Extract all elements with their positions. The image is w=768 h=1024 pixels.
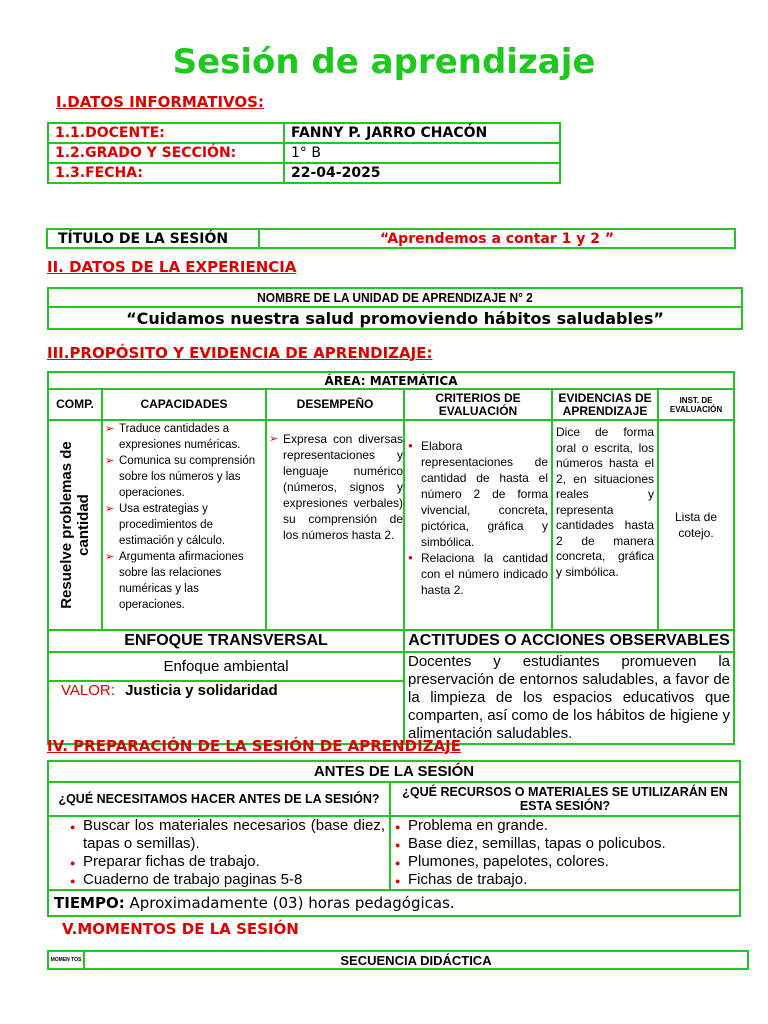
datos-informativos-table — [47, 122, 561, 184]
list-item: ● Base diez, semillas, tapas o policubos. — [408, 835, 739, 853]
question-hacer: ¿QUÉ NECESITAMOS HACER ANTES DE LA SESIÓN? — [48, 782, 390, 816]
capacidades-list — [103, 421, 265, 613]
titulo-sesion-table — [46, 228, 736, 249]
list-item: ● Cuaderno de trabajo paginas 5-8 — [83, 871, 385, 889]
fecha-value: 22-04-2025 — [284, 163, 560, 183]
unidad-label: NOMBRE DE LA UNIDAD DE APRENDIZAJE N° 2 — [76, 288, 714, 307]
docente-value: FANNY P. JARRO CHACÓN — [284, 123, 560, 143]
header-evidencias: EVIDENCIAS DE APRENDIZAJE — [552, 389, 658, 420]
secuencia-header: SECUENCIA DIDÁCTICA — [84, 951, 748, 969]
hacer-list — [49, 817, 389, 889]
momentos-table — [47, 950, 749, 970]
grado-value: 1° B — [284, 143, 560, 163]
desempeno-list — [267, 431, 403, 543]
titulo-sesion-label: TÍTULO DE LA SESIÓN — [47, 229, 259, 248]
titulo-sesion-value: “Aprendemos a contar 1 y 2 ” — [259, 229, 735, 248]
list-item: ➢ Traduce cantidades a expresiones numéricas. — [119, 421, 265, 453]
hacer-cell — [48, 816, 390, 890]
evidencias-cell: Dice de forma oral o escrita, los números hasta el 2, en situaciones reales y representa cantidades hasta 2 de manera concreta, gráfica y simbólica. — [552, 420, 658, 630]
document-title: Sesión de aprendizaje — [172, 42, 596, 82]
competencia-text: Resuelve problemas de cantidad — [58, 441, 92, 609]
proposito-table — [47, 371, 735, 745]
list-item: ● Fichas de trabajo. — [408, 871, 739, 889]
list-item: ● Problema en grande. — [408, 817, 739, 835]
docente-row — [48, 123, 560, 143]
unidad-name: “Cuidamos nuestra salud promoviendo hábitos saludables” — [48, 307, 742, 329]
header-desempeno: DESEMPEÑO — [266, 389, 404, 420]
grado-label: 1.2.GRADO Y SECCIÓN: — [48, 143, 284, 163]
header-capacidades: CAPACIDADES — [102, 389, 266, 420]
header-comp: COMP. — [48, 389, 102, 420]
actitudes-header: ACTITUDES O ACCIONES OBSERVABLES — [404, 630, 734, 652]
area-title: ÁREA: MATEMÁTICA — [48, 372, 734, 389]
criterios-cell — [404, 420, 552, 630]
fecha-row — [48, 163, 560, 183]
recursos-cell — [390, 816, 740, 890]
section-preparacion: IV. PREPARACIÓN DE LA SESIÓN DE APRENDIZAJE — [47, 737, 461, 755]
competencia-cell — [48, 420, 102, 630]
list-item: ➢ Comunica su comprensión sobre los números y las operaciones. — [119, 453, 265, 501]
criterios-list — [405, 438, 551, 598]
tiempo-label: TIEMPO: — [54, 894, 125, 912]
list-item: ● Relaciona la cantidad con el número indicado hasta 2. — [421, 550, 548, 598]
grado-row — [48, 143, 560, 163]
tiempo-value: Aproximadamente (03) horas pedagógicas. — [129, 894, 455, 912]
valor-value: Justicia y solidaridad — [125, 682, 278, 700]
enfoque-header: ENFOQUE TRANSVERSAL — [48, 630, 404, 652]
valor-label: VALOR: — [61, 682, 115, 700]
section-momentos: V.MOMENTOS DE LA SESIÓN — [62, 920, 299, 938]
header-instrumento: INST. DE EVALUACIÓN — [658, 389, 734, 420]
recursos-list — [391, 817, 739, 889]
momentos-header: MOMEN TOS — [48, 951, 84, 969]
valor-cell — [48, 681, 404, 744]
question-recursos: ¿QUÉ RECURSOS O MATERIALES SE UTILIZARÁN EN ESTA SESIÓN? — [390, 782, 740, 816]
list-item: ● Elabora representaciones de cantidad de hasta el número 2 de forma vivencial, concreta, pictórica, gráfica y simbólica. — [421, 438, 548, 550]
preparacion-table — [47, 760, 741, 917]
actitudes-text: Docentes y estudiantes promueven la preservación de entornos saludables, a favor de la limpieza de los espacios educativos que comparten, así como de los hábitos de higiene y alimentación saludables. — [404, 652, 734, 744]
section-datos-experiencia: II. DATOS DE LA EXPERIENCIA — [47, 258, 297, 276]
list-item: ➢ Usa estrategias y procedimientos de estimación y cálculo. — [119, 501, 265, 549]
instrumento-text: Lista de cotejo. — [675, 510, 718, 540]
list-item: ● Plumones, papelotes, colores. — [408, 853, 739, 871]
fecha-label: 1.3.FECHA: — [48, 163, 284, 183]
capacidades-cell — [102, 420, 266, 630]
section-datos-informativos: I.DATOS INFORMATIVOS: — [56, 93, 264, 111]
section-proposito: III.PROPÓSITO Y EVIDENCIA DE APRENDIZAJE: — [47, 344, 433, 362]
unidad-table — [47, 287, 743, 330]
list-item: ● Buscar los materiales necesarios (base diez, tapas o semillas). — [83, 817, 385, 853]
header-criterios: CRITERIOS DE EVALUACIÓN — [404, 389, 552, 420]
enfoque-value: Enfoque ambiental — [48, 652, 404, 681]
docente-label: 1.1.DOCENTE: — [48, 123, 284, 143]
list-item: ● Preparar fichas de trabajo. — [83, 853, 385, 871]
desempeno-cell — [266, 420, 404, 630]
list-item: ➢ Argumenta afirmaciones sobre las relaciones numéricas y las operaciones. — [119, 549, 265, 613]
instrumento-cell — [658, 420, 734, 630]
antes-header: ANTES DE LA SESIÓN — [48, 761, 740, 782]
tiempo-cell — [48, 890, 740, 916]
desempeno-text: ➢ Expresa con diversas representaciones y lenguaje numérico (números, signos y expresiones verbales) su comprensión de los números hasta 2. — [283, 431, 403, 543]
